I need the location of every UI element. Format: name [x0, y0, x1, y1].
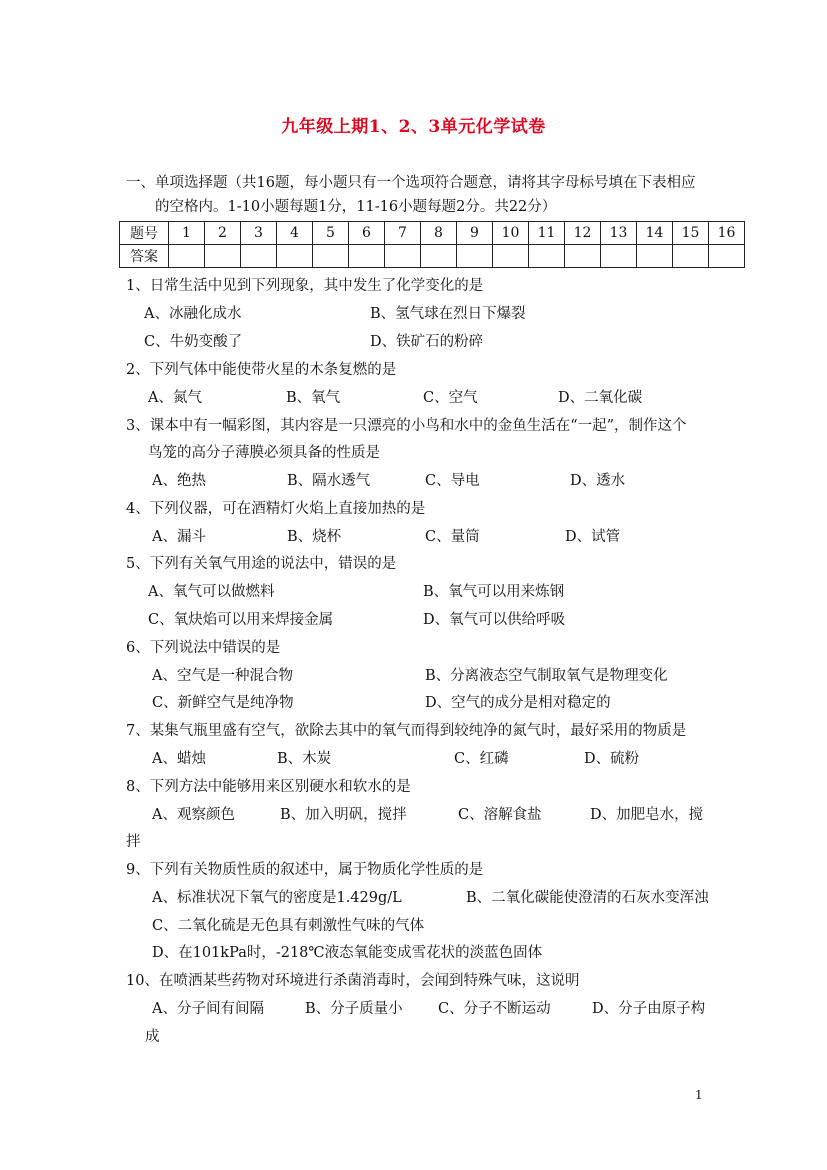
question-1-option-b: B、氢气球在烈日下爆裂: [370, 306, 526, 322]
question-4-stem: 4、下列仪器，可在酒精灯火焰上直接加热的是: [126, 501, 426, 517]
question-10-stem: 10、在喷洒某些药物对环境进行杀菌消毒时，会闻到特殊气味，这说明: [126, 973, 580, 989]
question-2-option-c: C、空气: [423, 390, 478, 406]
question-4-option-d: D、试管: [565, 529, 621, 545]
question-3-option-a: A、绝热: [152, 473, 206, 489]
question-1-option-a: A、冰融化成水: [144, 306, 242, 322]
row-label-answer: 答案: [120, 245, 169, 268]
qnum-cell: 1: [169, 222, 205, 245]
question-8-stem: 8、下列方法中能够用来区别硬水和软水的是: [126, 779, 411, 795]
question-4-option-b: B、烧杯: [287, 529, 342, 545]
qnum-cell: 2: [205, 222, 241, 245]
section-instruction-line1: 一、单项选择题（共16题，每小题只有一个选项符合题意，请将其字母标号填在下表相应: [126, 175, 696, 191]
qnum-cell: 12: [565, 222, 601, 245]
qnum-cell: 9: [457, 222, 493, 245]
question-6-option-a: A、空气是一种混合物: [152, 668, 293, 684]
question-7-option-a: A、蜡烛: [152, 751, 206, 767]
answer-cell[interactable]: [205, 245, 241, 268]
answer-cell[interactable]: [385, 245, 421, 268]
question-7-option-d: D、硫粉: [584, 751, 640, 767]
question-3-option-d: D、透水: [570, 473, 626, 489]
question-10-option-d-continued: 成: [145, 1029, 160, 1045]
exam-title: 九年级上期1、2、3单元化学试卷: [281, 117, 546, 137]
answer-cell[interactable]: [457, 245, 493, 268]
answer-cell[interactable]: [349, 245, 385, 268]
question-6-option-b: B、分离液态空气制取氧气是物理变化: [425, 668, 668, 684]
qnum-cell: 11: [529, 222, 565, 245]
answer-cell[interactable]: [241, 245, 277, 268]
question-2-option-a: A、氮气: [148, 390, 202, 406]
question-5-option-d: D、氧气可以供给呼吸: [423, 612, 566, 628]
question-1-stem: 1、日常生活中见到下列现象，其中发生了化学变化的是: [126, 278, 484, 294]
qnum-cell: 7: [385, 222, 421, 245]
question-number-row: [120, 222, 745, 245]
question-9-option-c: C、二氧化硫是无色具有刺激性气味的气体: [152, 918, 425, 934]
question-6-stem: 6、下列说法中错误的是: [126, 640, 281, 656]
answer-cell[interactable]: [493, 245, 529, 268]
question-1-option-c: C、牛奶变酸了: [144, 334, 243, 350]
question-1-option-d: D、铁矿石的粉碎: [370, 334, 484, 350]
question-3-option-b: B、隔水透气: [287, 473, 371, 489]
answer-cell[interactable]: [277, 245, 313, 268]
qnum-cell: 13: [601, 222, 637, 245]
question-5-option-a: A、氧气可以做燃料: [148, 584, 275, 600]
question-2-stem: 2、下列气体中能使带火星的木条复燃的是: [126, 362, 397, 378]
question-6-option-c: C、新鲜空气是纯净物: [152, 695, 294, 711]
question-5-option-b: B、氧气可以用来炼钢: [423, 584, 565, 600]
qnum-cell: 6: [349, 222, 385, 245]
question-10-option-a: A、分子间有间隔: [152, 1001, 264, 1017]
question-9-option-a: A、标准状况下氧气的密度是1.429g/L: [152, 890, 402, 906]
qnum-cell: 3: [241, 222, 277, 245]
answer-cell[interactable]: [565, 245, 601, 268]
question-8-option-a: A、观察颜色: [152, 807, 235, 823]
answer-cell[interactable]: [637, 245, 673, 268]
question-3-option-c: C、导电: [425, 473, 480, 489]
question-5-stem: 5、下列有关氧气用途的说法中，错误的是: [126, 556, 397, 572]
qnum-cell: 8: [421, 222, 457, 245]
question-7-option-c: C、红磷: [454, 751, 509, 767]
qnum-cell: 4: [277, 222, 313, 245]
question-6-option-d: D、空气的成分是相对稳定的: [425, 695, 611, 711]
question-8-option-d-continued: 拌: [126, 834, 141, 850]
qnum-cell: 10: [493, 222, 529, 245]
question-7-option-b: B、木炭: [277, 751, 332, 767]
qnum-cell: 16: [709, 222, 745, 245]
answer-cell[interactable]: [529, 245, 565, 268]
question-3-stem: 3、课本中有一幅彩图，其内容是一只漂亮的小鸟和水中的金鱼生活在“一起”，制作这个: [126, 418, 687, 434]
question-8-option-b: B、加入明矾，搅拌: [280, 807, 407, 823]
question-5-option-c: C、氧炔焰可以用来焊接金属: [148, 612, 334, 628]
row-label-question-number: 题号: [120, 222, 169, 245]
qnum-cell: 14: [637, 222, 673, 245]
question-3-stem-continued: 鸟笼的高分子薄膜必须具备的性质是: [148, 445, 380, 461]
answer-row: [120, 245, 745, 268]
question-8-option-d: D、加肥皂水，搅: [590, 807, 704, 823]
question-7-stem: 7、某集气瓶里盛有空气，欲除去其中的氧气而得到较纯净的氮气时，最好采用的物质是: [126, 723, 687, 739]
answer-cell[interactable]: [169, 245, 205, 268]
question-4-option-c: C、量筒: [425, 529, 480, 545]
answer-cell[interactable]: [421, 245, 457, 268]
question-8-option-c: C、溶解食盐: [458, 807, 542, 823]
answer-cell[interactable]: [673, 245, 709, 268]
section-instruction-line2: 的空格内。1-10小题每题1分，11-16小题每题2分。共22分）: [155, 199, 557, 215]
answer-cell[interactable]: [709, 245, 745, 268]
question-9-option-d: D、在101kPa时，-218℃液态氧能变成雪花状的淡蓝色固体: [152, 945, 543, 961]
answer-table: [119, 221, 745, 268]
question-10-option-b: B、分子质量小: [305, 1001, 403, 1017]
question-2-option-b: B、氧气: [286, 390, 341, 406]
answer-cell[interactable]: [601, 245, 637, 268]
qnum-cell: 15: [673, 222, 709, 245]
question-9-option-b: B、二氧化碳能使澄清的石灰水变浑浊: [466, 890, 709, 906]
answer-cell[interactable]: [313, 245, 349, 268]
page-number: 1: [695, 1088, 703, 1102]
question-10-option-c: C、分子不断运动: [438, 1001, 551, 1017]
question-10-option-d: D、分子由原子构: [592, 1001, 706, 1017]
qnum-cell: 5: [313, 222, 349, 245]
question-9-stem: 9、下列有关物质性质的叙述中，属于物质化学性质的是: [126, 862, 484, 878]
question-4-option-a: A、漏斗: [152, 529, 206, 545]
question-2-option-d: D、二氧化碳: [558, 390, 643, 406]
